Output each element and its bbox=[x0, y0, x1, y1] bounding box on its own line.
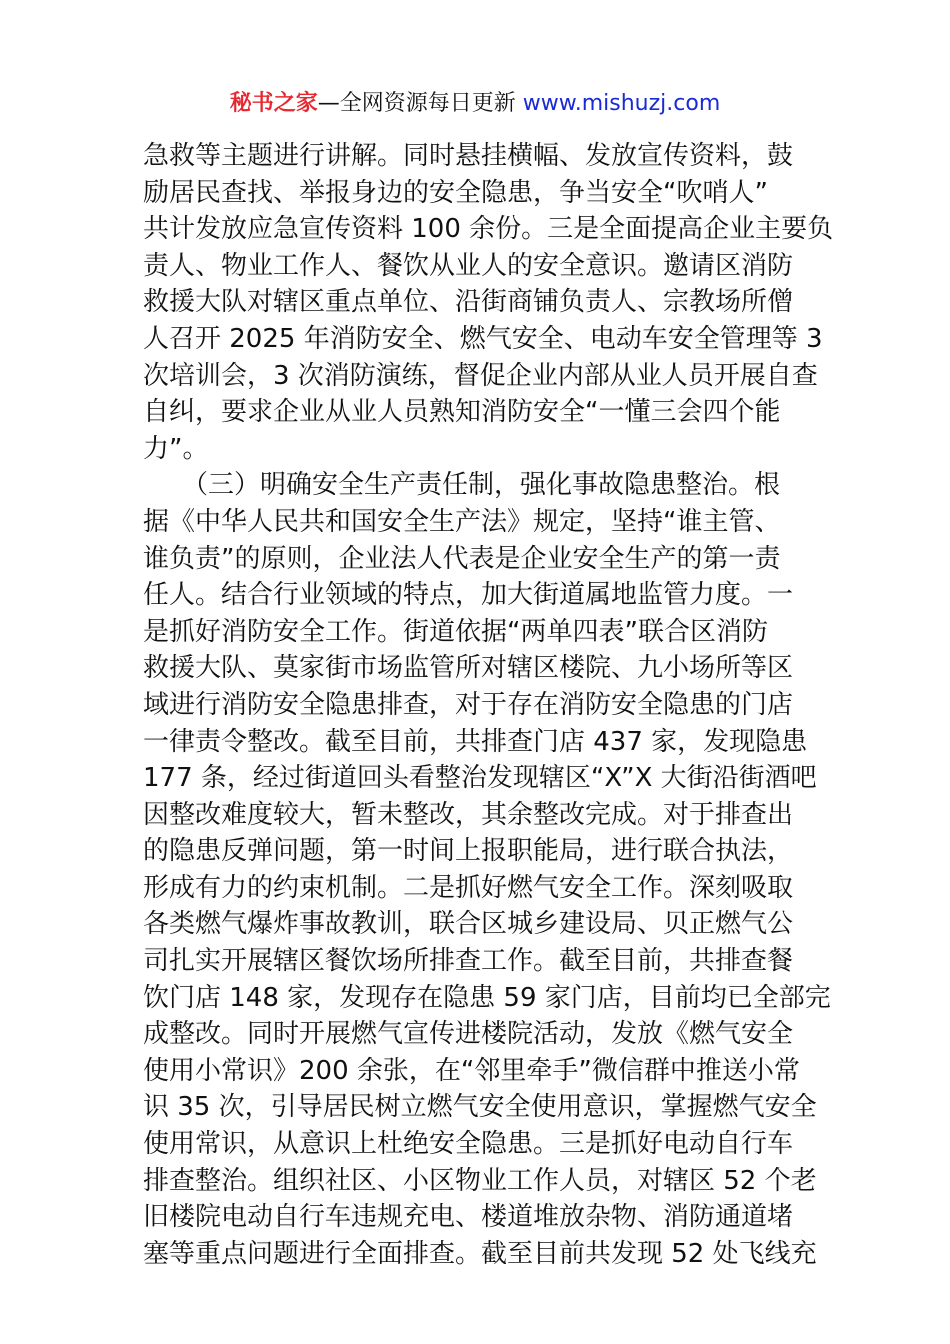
text-line: 旧楼院电动自行车违规充电、楼道堆放杂物、消防通道堵 bbox=[143, 1202, 794, 1233]
text-line: 域进行消防安全隐患排查，对于存在消防安全隐患的门店 bbox=[143, 689, 794, 720]
brand-name: 秘书之家 bbox=[229, 91, 318, 116]
text-line: 饮门店 148 家，发现存在隐患 59 家门店，目前均已全部完 bbox=[143, 982, 831, 1013]
text-line: 急救等主题进行讲解。同时悬挂横幅、发放宣传资料，鼓 bbox=[143, 141, 794, 171]
text-line: 励居民查找、举报身边的安全隐患，争当安全“吹哨人” bbox=[143, 177, 768, 208]
text-line: 人召开 2025 年消防安全、燃气安全、电动车安全管理等 3 bbox=[143, 323, 823, 354]
text-line: 识 35 次，引导居民树立燃气安全使用意识，掌握燃气安全 bbox=[143, 1092, 817, 1123]
text-line: 形成有力的约束机制。二是抓好燃气安全工作。深刻吸取 bbox=[143, 872, 794, 903]
text-line: 是抓好消防安全工作。街道依据“两单四表”联合区消防 bbox=[143, 616, 768, 647]
text-line: 因整改难度较大，暂未整改，其余整改完成。对于排查出 bbox=[143, 799, 794, 830]
text-line: 使用小常识》200 余张，在“邻里牵手”微信群中推送小常 bbox=[143, 1055, 800, 1086]
page-header bbox=[0, 86, 950, 122]
text-line: 的隐患反弹问题，第一时间上报职能局，进行联合执法， bbox=[143, 836, 794, 867]
text-line: 据《中华人民共和国安全生产法》规定，坚持“谁主管、 bbox=[143, 506, 781, 537]
website-link[interactable]: www.mishuzj.com bbox=[522, 91, 721, 116]
text-line: 谁负责”的原则，企业法人代表是企业安全生产的第一责 bbox=[143, 543, 781, 574]
text-line: 救援大队对辖区重点单位、沿街商铺负责人、宗教场所僧 bbox=[143, 287, 794, 318]
text-line: 司扎实开展辖区餐饮场所排查工作。截至目前，共排查餐 bbox=[143, 946, 794, 977]
text-line: 救援大队、莫家街市场监管所对辖区楼院、九小场所等区 bbox=[143, 653, 794, 684]
header-tagline: —全网资源每日更新 bbox=[317, 91, 523, 116]
text-line: 各类燃气爆炸事故教训，联合区城乡建设局、贝正燃气公 bbox=[143, 909, 794, 940]
text-line: 自纠，要求企业从业人员熟知消防安全“一懂三会四个能 bbox=[143, 397, 781, 428]
text-line: 成整改。同时开展燃气宣传进楼院活动，发放《燃气安全 bbox=[143, 1019, 794, 1050]
text-line: 力”。 bbox=[143, 433, 209, 464]
text-line: 一律责令整改。截至目前，共排查门店 437 家，发现隐患 bbox=[143, 726, 808, 757]
text-line: 塞等重点问题进行全面排查。截至目前共发现 52 处飞线充 bbox=[143, 1238, 817, 1269]
text-line: 177 条，经过街道回头看整治发现辖区“X”X 大街沿街酒吧 bbox=[143, 763, 817, 794]
text-line: 共计发放应急宣传资料 100 余份。三是全面提高企业主要负 bbox=[143, 214, 834, 245]
text-line: （三）明确安全生产责任制，强化事故隐患整治。根 bbox=[143, 470, 781, 501]
document-body bbox=[143, 138, 834, 1272]
text-line: 任人。结合行业领域的特点，加大街道属地监管力度。一 bbox=[143, 580, 794, 611]
text-line: 排查整治。组织社区、小区物业工作人员，对辖区 52 个老 bbox=[143, 1165, 817, 1196]
text-line: 次培训会，3 次消防演练，督促企业内部从业人员开展自查 bbox=[143, 360, 818, 391]
text-line: 使用常识，从意识上杜绝安全隐患。三是抓好电动自行车 bbox=[143, 1129, 794, 1160]
text-line: 责人、物业工作人、餐饮从业人的安全意识。邀请区消防 bbox=[143, 250, 794, 281]
